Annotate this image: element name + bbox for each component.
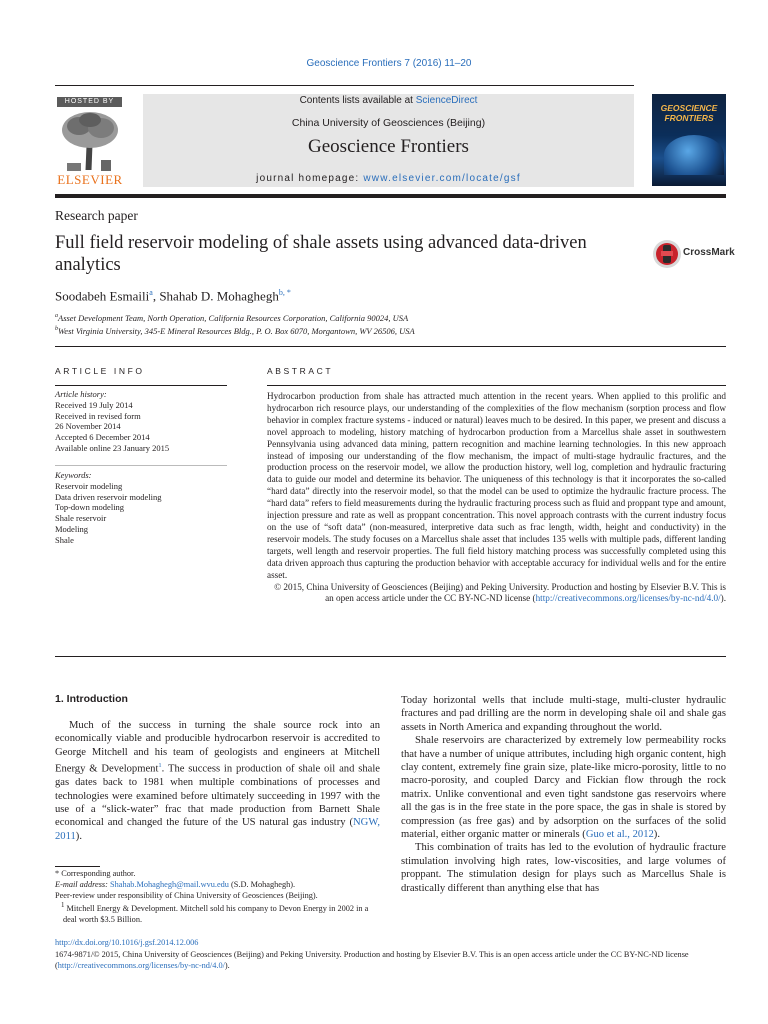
header-thick-rule — [55, 194, 726, 198]
journal-reference[interactable]: Geoscience Frontiers 7 (2016) 11–20 — [306, 58, 472, 69]
citation-link[interactable]: Guo et al., 2012 — [585, 829, 654, 841]
section-rule — [55, 346, 726, 347]
footnote-text: Mitchell Energy & Development. Mitchell sold his company to Devon Energy in 2002 in a deal worth $3.5 Billion. — [63, 904, 369, 924]
issn-copyright — [55, 949, 726, 971]
author-affil-marker[interactable]: a — [149, 288, 153, 297]
keywords-rule — [55, 465, 227, 466]
affil-marker: b — [55, 325, 58, 332]
affiliations — [55, 311, 415, 337]
peer-review-note: Peer-review under responsibility of China University of Geosciences (Beijing). — [55, 890, 318, 900]
abstract-heading: ABSTRACT — [267, 366, 334, 376]
email-note — [55, 880, 380, 891]
keyword: Data driven reservoir modeling — [55, 491, 162, 502]
elsevier-wordmark: ELSEVIER — [57, 172, 123, 187]
footnote-rule — [55, 866, 100, 867]
abstract-text: Hydrocarbon production from shale has attracted much attention in the recent years. When applied to this prolific and hydrocarbon rich resource plays, our understanding of the complexities of the flow mechanism (sorption process and flow behavior in complex fracture systems - induced or natural) leaves much to be desired. In this paper, we present and discuss a novel approach to modeling, history matching of hydrocarbon production from a Marcellus shale asset in southwestern Pennsylvania using advanced data mining, pattern recognition and machine learning technologies. In this new approach instead of imposing our understanding of the flow mechanism, the impact of multi-stage hydraulic fractures, and the production process on the reservoir model, we allow the production history, well log, completion and hydraulic fracturing data to guide our model and determine its behavior. The uniqueness of this technology is that it incorporates the so-called “hard data” directly into the reservoir model, so that the model can be used to optimize the hydraulic fracture process. The “hard data” refers to field measurements during the hydraulic fracturing process such as fluid and proppant type and amount, injection pressure and rate as well as proppant concentration. This novel approach contrasts with the current industry focus on the use of “soft data” (non-measured, interpretive data such as frac length, width, height and conductivity) in the reservoir models. The study focuses on a Marcellus shale asset that includes 135 wells with multiple pads, different landing targets, well length and reservoir properties. The full field history matching process was successfully completed using this data driven approach thus capturing the production behavior with acceptable accuracy for individual wells and for the entire asset. — [267, 391, 726, 580]
cover-planet-graphic — [664, 135, 724, 175]
corresponding-author-note: * Corresponding author. — [55, 869, 136, 878]
author-name: Soodabeh Esmaili — [55, 288, 150, 304]
hosted-by-label: HOSTED BY — [57, 97, 122, 107]
footnote-1 — [55, 901, 380, 925]
homepage-link[interactable]: www.elsevier.com/locate/gsf — [363, 173, 521, 184]
info-rule — [55, 385, 227, 386]
footer-license-link[interactable]: http://creativecommons.org/licenses/by-nc-nd/4.0/ — [57, 961, 225, 970]
paragraph-text: ). — [653, 829, 660, 841]
body-rule — [55, 656, 726, 657]
history-item: 26 November 2014 — [55, 421, 121, 432]
paragraph-text: Much of the success in turning the shale source rock into an economically viable and producible hydrocarbon reservoir is accredited to George Mitchell and his team of geologists and engineers at Mitchell Energy & Development — [55, 720, 380, 775]
affiliation-b — [55, 324, 415, 337]
history-item: Available online 23 January 2015 — [55, 442, 170, 453]
cover-title — [652, 103, 726, 123]
crossmark-icon — [652, 238, 682, 270]
abstract-copyright — [267, 582, 726, 606]
history-item: Accepted 6 December 2014 — [55, 432, 150, 443]
email-suffix: (S.D. Mohaghegh). — [228, 879, 296, 889]
author-name: Shahab D. Mohaghegh — [159, 288, 279, 304]
article-info-heading: ARTICLE INFO — [55, 366, 145, 376]
paragraph — [55, 719, 380, 843]
keywords-label: Keywords: — [55, 470, 92, 480]
contents-available — [143, 95, 634, 106]
elsevier-tree-logo — [57, 108, 123, 174]
copyright-text: © 2015, China University of Geosciences (Beijing) and Peking University. Production and hosting by Elsevier B.V. This is an open access article under the CC BY-NC-ND license ( — [274, 581, 726, 604]
cover-title-line1: GEOSCIENCE — [660, 103, 718, 113]
crossmark-badge[interactable] — [652, 238, 735, 270]
body-column-right — [401, 694, 726, 895]
paragraph: This combination of traits has led to the evolution of hydraulic fracture stimulation involving high rates, low-viscosities, and large volumes of proppant. The stimulation design for plays such as Marcellus Shale is drastically different than anything else that has — [401, 842, 726, 894]
body-column-left — [55, 719, 380, 843]
contents-prefix: Contents lists available at — [299, 95, 416, 106]
citation-link[interactable]: NGW, 2011 — [55, 817, 380, 842]
header-rule — [55, 85, 634, 86]
history-item: Received in revised form — [55, 410, 141, 421]
keyword: Shale reservoir — [55, 513, 107, 524]
paragraph-text: . The success in production of shale oil and shale gas dates back to 1981 when multiple combinations of processes and technologies were examined before ultimately succeeding in 1997 with the use of a “slick-water” frac that made production from Barnett Shale economical and changed the future of the US natural gas industry ( — [55, 763, 380, 829]
paragraph-text: Shale reservoirs are characterized by extremely low permeability rocks that have a number of unique attributes, including high organic content, high clay content, extremely fine grain size, plate-like micro-porosity, little to no macro-porosity, and coupled Darcy and Fickian flow through the rock matrix. Unlike conventional and even tight sandstone gas reservoirs where all the gas is in the free state in the pore space, the gas in shale is stored by compression (as free gas) and by adsorption on the surfaces of the solid material, either organic matter or minerals ( — [401, 735, 726, 841]
article-type: Research paper — [55, 208, 138, 223]
issn-end: ). — [224, 961, 230, 970]
footnote-number: 1 — [61, 902, 65, 910]
keyword: Reservoir modeling — [55, 480, 123, 491]
journal-title: Geoscience Frontiers — [308, 136, 469, 157]
footnote-marker[interactable]: 1 — [158, 762, 162, 770]
paragraph — [401, 734, 726, 841]
cover-title-line2: FRONTIERS — [664, 113, 714, 123]
journal-homepage — [143, 173, 634, 184]
affil-text: Asset Development Team, North Operation, California Resources Corporation, California 90024, USA — [58, 312, 409, 323]
abstract-body — [267, 391, 726, 605]
article-history — [55, 389, 227, 454]
copyright-end: ). — [720, 593, 726, 604]
email-label: E-mail address: — [55, 879, 110, 889]
author-list — [55, 288, 291, 304]
affil-marker: a — [55, 313, 58, 319]
paper-title: Full field reservoir modeling of shale assets using advanced data-driven analytics — [55, 233, 587, 275]
sciencedirect-link[interactable]: ScienceDirect — [415, 95, 478, 106]
affil-text: West Virginia University, 345-E Mineral Resources Bldg., P. O. Box 6070, Morgantown, WV 26506, USA — [58, 325, 415, 336]
paragraph-text: ). — [75, 830, 82, 842]
license-link[interactable]: http://creativecommons.org/licenses/by-nc-nd/4.0/ — [535, 593, 721, 604]
keyword: Shale — [55, 534, 74, 545]
author-separator: , — [152, 288, 160, 304]
email-link[interactable]: Shahab.Mohaghegh@mail.wvu.edu — [110, 879, 229, 889]
crossmark-label: CrossMark — [683, 247, 735, 258]
keyword: Modeling — [55, 523, 89, 534]
abstract-rule — [267, 385, 726, 386]
history-item: Received 19 July 2014 — [55, 399, 133, 410]
keyword: Top-down modeling — [55, 502, 125, 513]
history-label: Article history: — [55, 389, 107, 399]
affiliation-a — [55, 311, 415, 324]
homepage-prefix: journal homepage: — [256, 173, 364, 184]
author-affil-marker[interactable]: b, * — [278, 288, 291, 297]
footnotes — [55, 869, 380, 926]
keywords — [55, 470, 227, 546]
paragraph: Today horizontal wells that include multi-stage, multi-cluster hydraulic fractures and pad drilling are the norm in developing shale oil and shale gas assets in North America and expanding throughout the world. — [401, 695, 726, 733]
section-heading-introduction: 1. Introduction — [55, 693, 128, 705]
doi-link[interactable]: http://dx.doi.org/10.1016/j.gsf.2014.12.006 — [55, 938, 199, 947]
issn-text: 1674-9871/© 2015, China University of Geosciences (Beijing) and Peking University. Production and hosting by Elsevier B.V. This is an open access article under the CC BY-NC-ND license ( — [55, 950, 689, 970]
university-name: China University of Geosciences (Beijing) — [291, 117, 486, 129]
